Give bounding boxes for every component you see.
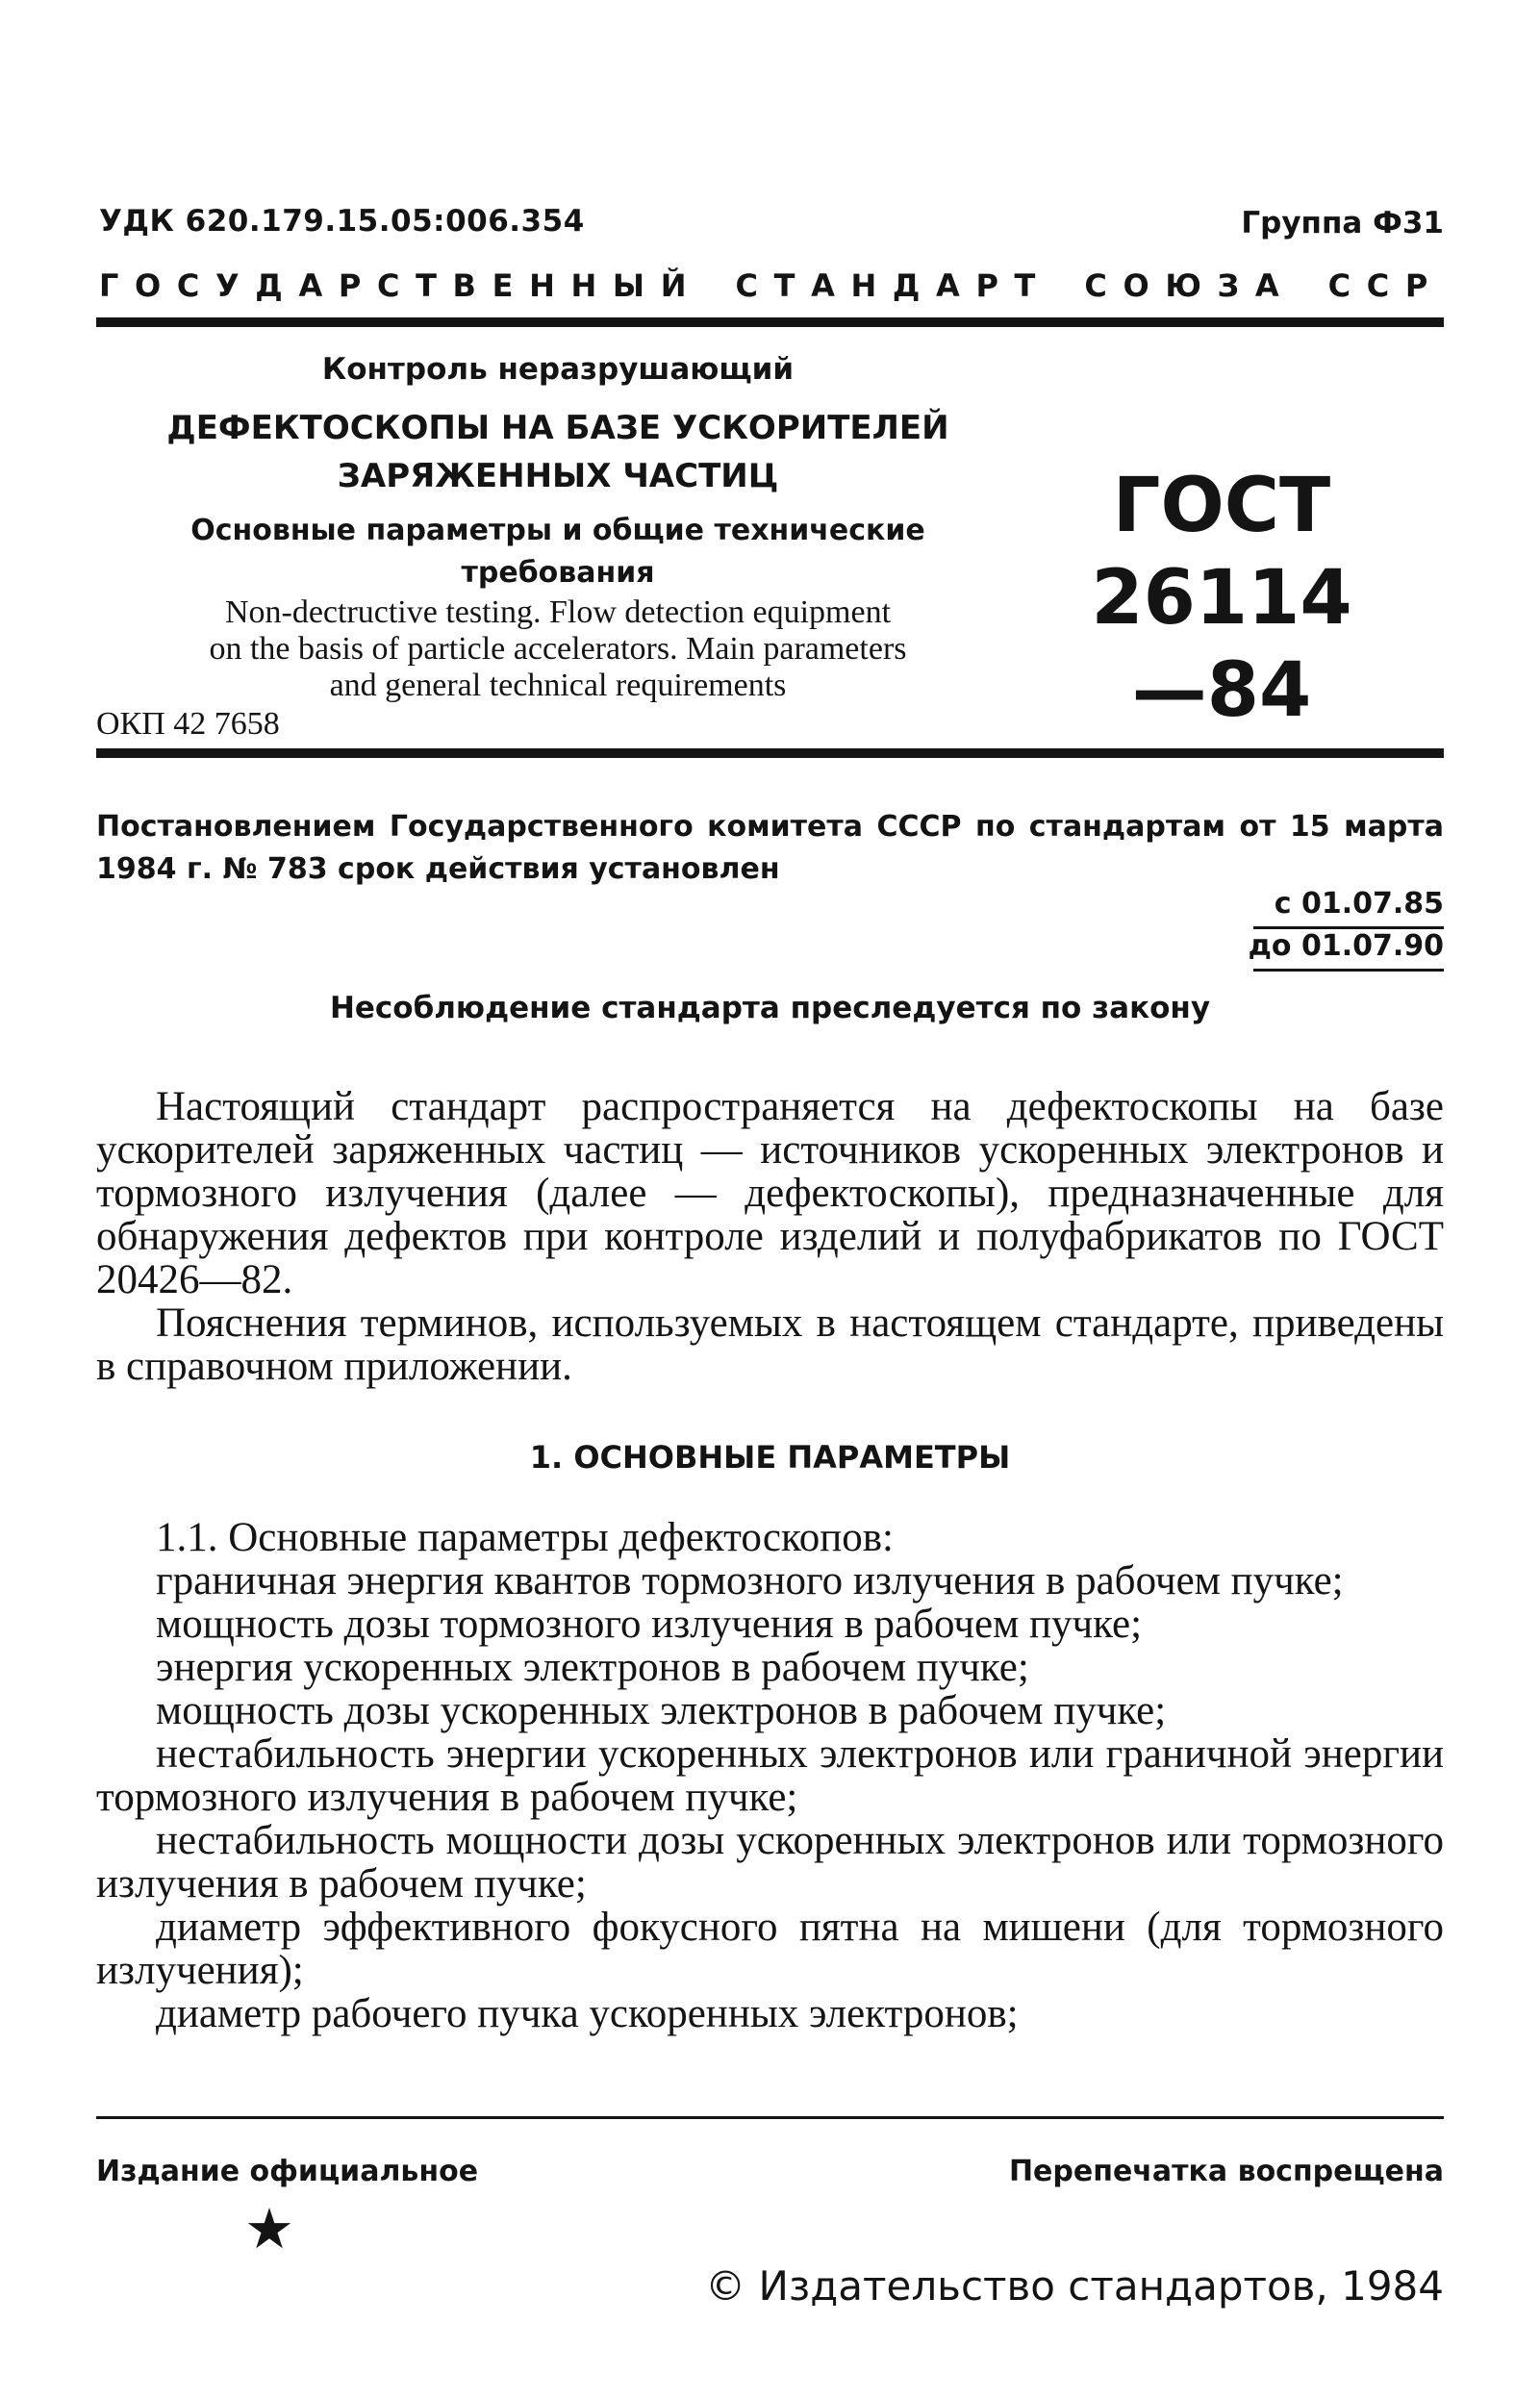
intro-paragraph-1: Настоящий стандарт распространяется на дефектоскопы на базе ускорителей заряженных частиц — источников ускоренных электронов и тормозного излучения (далее — дефектоскопы), предназначенные для обнаружения дефектов при контроле изделий и полуфабрикатов по ГОСТ 20426—82. [96,1084,1444,1302]
subtitle-line-1: Основные параметры и общие технические [190,514,925,547]
official-edition: Издание официальное [96,2155,479,2188]
star-icon: ★ [244,2198,294,2260]
english-line-2: on the basis of particle accelerators. Main parameters [209,631,907,667]
list-item: энергия ускоренных электронов в рабочем пучке; [156,1645,1029,1690]
title-line-1: ДЕФЕКТОСКОПЫ НА БАЗЕ УСКОРИТЕЛЕЙ [166,409,949,447]
english-line-1: Non-dectructive testing. Flow detection equipment [224,594,892,630]
banner-word-2: СТАНДАРТ [735,267,1052,304]
reprint-notice: Перепечатка воспрещена [1008,2155,1444,2188]
banner-word-4: ССР [1327,267,1444,304]
list-item: граничная энергия квантов тормозного излучения в рабочем пучке; [156,1558,1344,1604]
list-item: мощность дозы ускоренных электронов в рабочем пучке; [156,1688,1167,1733]
list-item: диаметр эффективного фокусного пятна на мишени (для тормозного излучения); [96,1905,1444,1993]
gost-designation [1068,460,1376,737]
law-notice: Несоблюдение стандарта преследуется по закону [329,991,1211,1025]
banner-word-1: ГОСУДАРСТВЕННЫЙ [99,267,703,304]
effective-to: до 01.07.90 [1248,929,1444,963]
document-subtitle [96,510,1020,594]
okp-code: ОКП 42 7658 [96,706,280,742]
section-1-list [96,1516,1444,2035]
copyright-notice: © Издательство стандартов, 1984 [705,2262,1444,2310]
list-item: 1.1. Основные параметры дефектоскопов: [156,1515,894,1560]
title-block-rule [96,748,1444,758]
control-heading: Контроль неразрушающий [321,352,795,387]
document-title [96,404,1020,500]
header-rule [96,317,1444,327]
list-item: нестабильность мощности дозы ускоренных электронов или тормозного излучения в рабочем пучке; [96,1818,1444,1907]
footer-rule [96,2116,1444,2119]
udk-code: УДК 620.179.15.05:006.354 [99,204,585,239]
english-line-3: and general technical requirements [329,668,787,703]
list-item: диаметр рабочего пучка ускоренных электронов; [156,1991,1019,2036]
section-1-heading: 1. ОСНОВНЫЕ ПАРАМЕТРЫ [529,1439,1011,1476]
list-item: нестабильность энергии ускоренных электронов или граничной энергии тормозного излучения в рабочем пучке; [96,1731,1444,1820]
intro-paragraph-2: Пояснения терминов, используемых в настоящем стандарте, приведены в справочном приложении. [96,1301,1444,1389]
english-title [96,594,1020,704]
title-line-2: ЗАРЯЖЕННЫХ ЧАСТИЦ [337,457,779,495]
gost-label: ГОСТ [1112,463,1331,549]
state-standard-banner [99,267,1444,304]
list-item: мощность дозы тормозного излучения в рабочем пучке; [156,1602,1143,1647]
decree-text: Постановлением Государственного комитета СССР по стандартам от 15 марта 1984 г. № 783 срок действия установлен [96,810,1444,886]
group-code: Группа Ф31 [1241,206,1444,240]
subtitle-line-2: требования [461,556,655,590]
gost-number: 26114—84 [1091,555,1352,734]
banner-word-3: СОЮЗА [1084,267,1296,304]
date-to-underline [1253,969,1444,972]
effective-from: с 01.07.85 [1274,887,1444,921]
